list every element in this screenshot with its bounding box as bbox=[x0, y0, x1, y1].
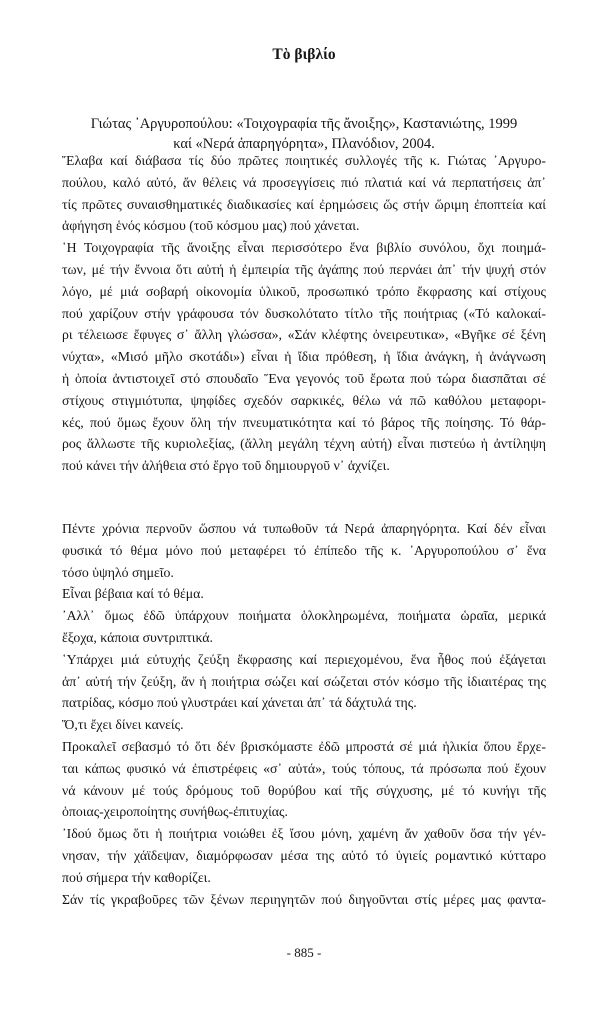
text-line: νύχτα», «Μισό μῆλο σκοτάδι») εἶναι ἡ ἴδια πρόθεση, ἡ ἴδια ἀνάγκη, ἡ ἀνάγνωση bbox=[62, 349, 546, 365]
paragraph-first-review bbox=[62, 150, 546, 477]
text-line: τόσο ὑψηλό σημεῖο. bbox=[62, 564, 174, 580]
citation-line: Γιώτας ᾿Αργυροπούλου: «Τοιχογραφία τῆς ἄνοιξης», Καστανιώτης, 1999 bbox=[90, 116, 518, 132]
text-line: ῾Υπάρχει μιά εὐτυχής ζεύξη ἔκφρασης καί περιεχομένου, ἕνα ἦθος πού ἐξάγεται bbox=[62, 651, 546, 667]
paragraph-second-review bbox=[62, 518, 546, 910]
text-line: πού χαρίζουν στήν γράφουσα τόν δυσκολότατο τίτλο τῆς ποιήτριας («Τό καλοκαί- bbox=[62, 305, 546, 321]
text-line: Ἔλαβα καί διάβασα τίς δύο πρῶτες ποιητικές συλλογές τῆς κ. Γιώτας ᾿Αργυρο- bbox=[62, 153, 546, 168]
text-line: ἀφήγηση ἑνός κόσμου (τοῦ κόσμου μας) πού χάνεται. bbox=[62, 218, 360, 234]
page-title: Τὸ βιβλίο bbox=[272, 46, 336, 63]
text-line: νά κάνουν μέ τούς δρόμους τοῦ θορύβου καί τῆς σύγχυσης, μέ τό κυνήγι τῆς bbox=[62, 782, 546, 798]
text-line: τίς πρῶτες συναισθηματικές διαδικασίες καί ἐρημώσεις ὥς στήν ὥριμη ἐποπτεία καί bbox=[62, 196, 546, 212]
text-line: ἀπ᾿ αὐτή τήν ζεύξη, ἄν ἡ ποιήτρια σώζει καί σώζεται στόν κόσμο τῆς ἰδιαιτέρας της bbox=[62, 673, 546, 689]
page-number: - 885 - bbox=[286, 945, 322, 960]
citation-line: καί «Νερά ἀπαρηγόρητα», Πλανόδιον, 2004. bbox=[173, 136, 435, 152]
text-line: ρος ἄλλωστε τῆς κυριολεξίας, (ἄλλη μεγάλη τέχνη αὐτή) εἶναι πιστεύω ἡ ἀντίληψη bbox=[62, 436, 546, 452]
text-line: στίχους στιγμιότυπα, ψηφίδες σχεδόν σαρκικές, θέλω νά πῶ καθόλου μεταφορι- bbox=[62, 392, 546, 408]
text-line: Πέντε χρόνια περνοῦν ὥσπου νά τυπωθοῦν τά Νερά ἀπαρηγόρητα. Καί δέν εἶναι bbox=[62, 521, 546, 536]
text-line: πού κάνει τήν ἀλήθεια στό ἔργο τοῦ δημιουργοῦ ν᾿ ἀχνίζει. bbox=[62, 458, 390, 474]
text-line: φυσικά τό θέμα μόνο πού μεταφέρει τό ἐπίπεδο τῆς κ. ᾿Αργυροπούλου σ᾿ ἕνα bbox=[62, 542, 546, 558]
text-line: Προκαλεῖ σεβασμό τό ὅτι δέν βρισκόμαστε ἐδῶ μπροστά σέ μιά ἡλικία ὅπου ἔρχε- bbox=[62, 738, 546, 754]
text-line: ᾿Αλλ᾿ ὅμως ἐδῶ ὑπάρχουν ποιήματα ὁλοκληρωμένα, ποιήματα ὡραῖα, μερικά bbox=[62, 608, 546, 624]
text-line: κές, πού ὅμως ἔχουν ὅλη τήν πνευματικότητα καί τό βάρος τῆς ποίησης. Τό θάρ- bbox=[62, 414, 546, 430]
text-line: Ὅ,τι ἔχει δίνει κανείς. bbox=[62, 717, 184, 733]
text-line: ᾿Ιδού ὅμως ὅτι ἡ ποιήτρια νοιώθει ἐξ ἴσου μόνη, χαμένη ἄν χαθοῦν ὅσα τήν γέν- bbox=[62, 826, 546, 842]
text-line: πούλου, καλό αὐτό, ἄν θέλεις νά προσεγγίσεις πιό πλατιά καί νά περπατήσεις ἀπ᾿ bbox=[62, 174, 546, 190]
text-line: πού σήμερα τήν καθορίζει. bbox=[62, 869, 211, 885]
text-line: Εἶναι βέβαια καί τό θέμα. bbox=[62, 586, 204, 602]
book-citation bbox=[62, 114, 546, 154]
text-line: νησαν, τήν χάϊδεψαν, διαμόρφωσαν μέσα της αὐτό τό ὑγιείς ρομαντικό κύτταρο bbox=[62, 847, 546, 863]
text-line: ὁποιας-χειροποίητης συνήθως-ἐπιτυχίας. bbox=[62, 804, 288, 820]
text-line: ἔξοχα, κάποια συντριπτικά. bbox=[62, 629, 213, 645]
text-line: ται κάπως φυσικό νά ἐπιστρέφεις «σ᾿ αὐτά», τούς τόπους, τά πρόσωπα πού ἔχουν bbox=[62, 760, 546, 776]
text-line: ῾Η Τοιχογραφία τῆς ἄνοιξης εἶναι περισσότερο ἕνα βιβλίο συνόλου, ὄχι ποιημά- bbox=[62, 240, 546, 256]
text-line: λόγο, μέ μιά σοβαρή οἰκονομία ὑλικοῦ, προσωπικό τρόπο ἔκφρασης καί στίχους bbox=[62, 283, 546, 299]
text-line: ἡ ὁποία ἀντιστοιχεῖ στό σπουδαῖο Ἕνα γεγονός τοῦ ἔρωτα πού τώρα διασπᾶται σέ bbox=[62, 370, 546, 386]
text-line: πατρίδας, κόσμο πού γλυστράει καί χάνεται ἀπ᾿ τά δάχτυλά της. bbox=[62, 695, 417, 711]
text-line: ρι τέλειωσε ἔφυγες σ᾿ ἄλλη γλώσσα», «Σάν κλέφτης ὀνειρευτικα», «Βγῆκε σέ ξένη bbox=[62, 327, 546, 343]
text-line: Σάν τίς γκραβοῦρες τῶν ξένων περιηγητῶν πού διηγοῦνται στίς μέρες μας φαντα- bbox=[62, 891, 546, 907]
text-line: των, μέ τήν ἔννοια ὅτι αὐτή ἡ ἐμπειρία τῆς ἀγάπης πού περνάει ἀπ᾿ τήν ψυχή στόν bbox=[62, 261, 546, 277]
